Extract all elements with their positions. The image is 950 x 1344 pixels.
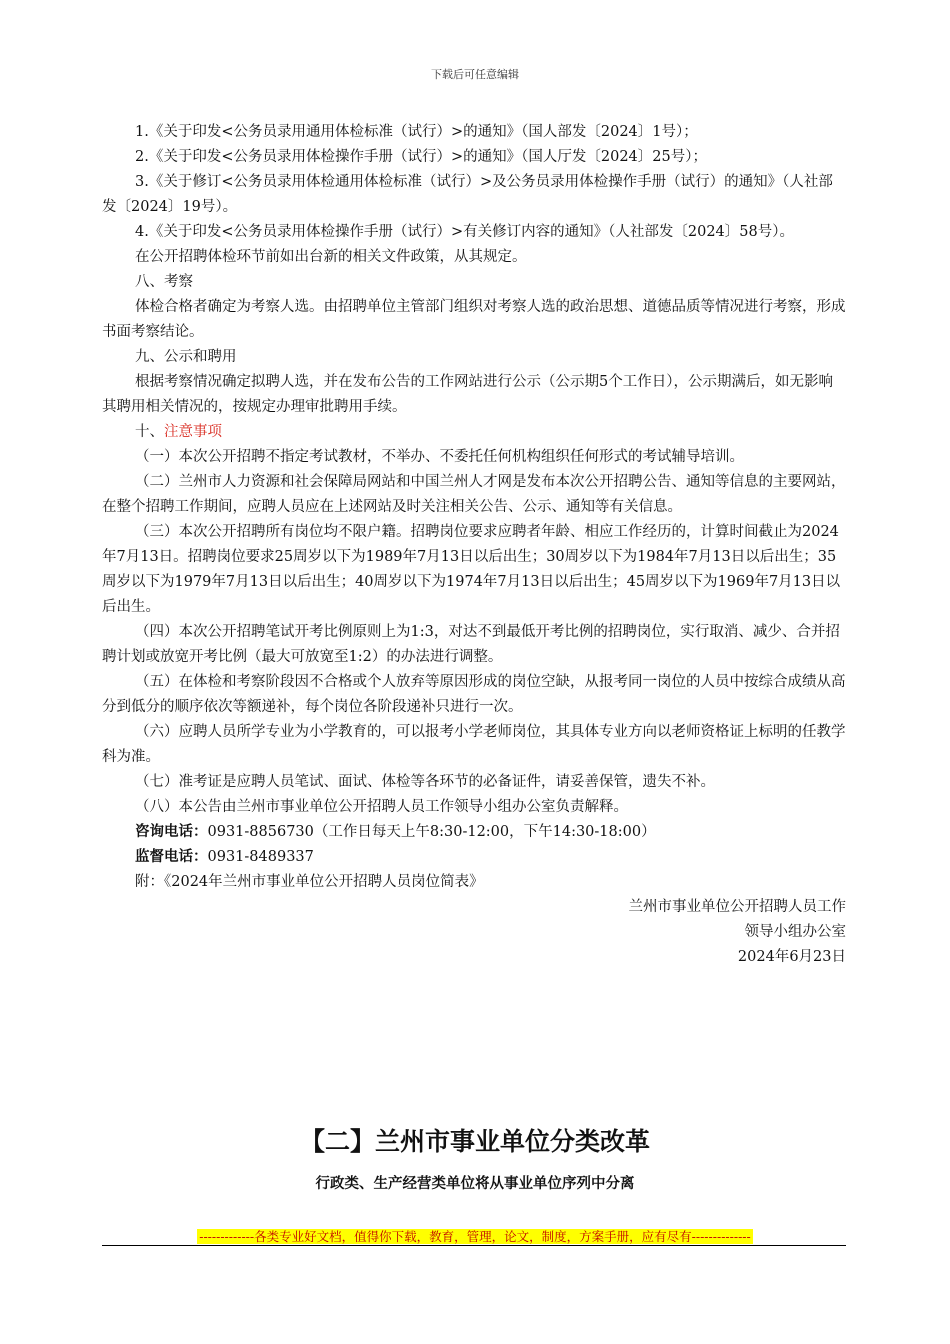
section-heading-8: 八、考察	[135, 274, 193, 290]
supervise-phone-value: 0931-8489337	[207, 849, 314, 865]
notice-item-3: （三）本次公开招聘所有岗位均不限户籍。招聘岗位要求应聘者年龄、相应工作经历的，计算时间截止为2024年7月13日。招聘岗位要求25周岁以下为1989年7月13日以后出生；30周岁以下为1984年7月13日以后出生；35周岁以下为1979年7月13日以后出生；40周岁以下为1974年7月13日以后出生；45周岁以下为1969年7月13日以后出生。	[102, 524, 841, 615]
section-10-title: 注意事项	[164, 424, 222, 440]
document-body	[102, 120, 846, 970]
signature-line-2: 领导小组办公室	[744, 924, 846, 940]
notice-item-6: （六）应聘人员所学专业为小学教育的，可以报考小学老师岗位，其具体专业方向以老师资格证上标明的任教学科为准。	[102, 724, 846, 765]
policy-note: 在公开招聘体检环节前如出台新的相关文件政策，从其规定。	[135, 249, 527, 265]
footer-divider	[102, 1245, 846, 1246]
consult-phone-value: 0931-8856730（工作日每天上午8:30-12:00，下午14:30-18:00）	[207, 824, 656, 840]
notice-item-4: （四）本次公开招聘笔试开考比例原则上为1:3，对达不到最低开考比例的招聘岗位，实行取消、减少、合并招聘计划或放宽开考比例（最大可放宽至1:2）的办法进行调整。	[102, 624, 840, 665]
notice-item-1: （一）本次公开招聘不指定考试教材，不举办、不委托任何机构组织任何形式的考试辅导培训。	[135, 449, 744, 465]
footer-text: -------------各类专业好文档，值得你下载，教育，管理，论文，制度，方案手册，应有尽有--------------	[199, 1229, 751, 1244]
page-header: 下载后可任意编辑	[431, 68, 519, 81]
signature-date: 2024年6月23日	[737, 949, 846, 965]
section-10-number: 十、	[135, 424, 164, 440]
supervise-phone	[102, 845, 846, 870]
notice-item-5: （五）在体检和考察阶段因不合格或个人放弃等原因形成的岗位空缺，从报考同一岗位的人员中按综合成绩从高分到低分的顺序依次等额递补，每个岗位各阶段递补只进行一次。	[102, 674, 846, 715]
section-heading-9: 九、公示和聘用	[135, 349, 237, 365]
section2-title: 【二】兰州市事业单位分类改革	[299, 1127, 650, 1156]
reference-item-4: 4.《关于印发<公务员录用体检操作手册（试行）>有关修订内容的通知》（人社部发〔2024〕58号）。	[135, 224, 794, 240]
section-heading-10	[102, 420, 846, 445]
signature-line-1: 兰州市事业单位公开招聘人员工作	[628, 899, 846, 915]
notice-item-7: （七）准考证是应聘人员笔试、面试、体检等各环节的必备证件，请妥善保管，遗失不补。	[135, 774, 715, 790]
reference-item-1: 1.《关于印发<公务员录用通用体检标准（试行）>的通知》（国人部发〔2024〕1号）；	[135, 124, 698, 140]
notice-item-2: （二）兰州市人力资源和社会保障局网站和中国兰州人才网是发布本次公开招聘公告、通知等信息的主要网站，在整个招聘工作期间，应聘人员应在上述网站及时关注相关公告、公示、通知等有关信息。	[102, 474, 846, 515]
section-9-body: 根据考察情况确定拟聘人选，并在发布公告的工作网站进行公示（公示期5个工作日），公示期满后，如无影响其聘用相关情况的，按规定办理审批聘用手续。	[102, 374, 833, 415]
footer-banner	[0, 1226, 950, 1245]
consult-phone	[102, 820, 846, 845]
reference-item-3: 3.《关于修订<公务员录用体检通用体检标准（试行）>及公务员录用体检操作手册（试行）的通知》（人社部发〔2024〕19号）。	[102, 174, 833, 215]
consult-phone-label: 咨询电话：	[135, 824, 208, 840]
reference-item-2: 2.《关于印发<公务员录用体检操作手册（试行）>的通知》（国人厅发〔2024〕25号）；	[135, 149, 707, 165]
supervise-phone-label: 监督电话：	[135, 849, 208, 865]
section2-subtitle: 行政类、生产经营类单位将从事业单位序列中分离	[315, 1176, 635, 1192]
section-8-body: 体检合格者确定为考察人选。由招聘单位主管部门组织对考察人选的政治思想、道德品质等情况进行考察，形成书面考察结论。	[102, 299, 846, 340]
attachment-note: 附：《2024年兰州市事业单位公开招聘人员岗位简表》	[135, 874, 484, 890]
notice-item-8: （八）本公告由兰州市事业单位公开招聘人员工作领导小组办公室负责解释。	[135, 799, 628, 815]
